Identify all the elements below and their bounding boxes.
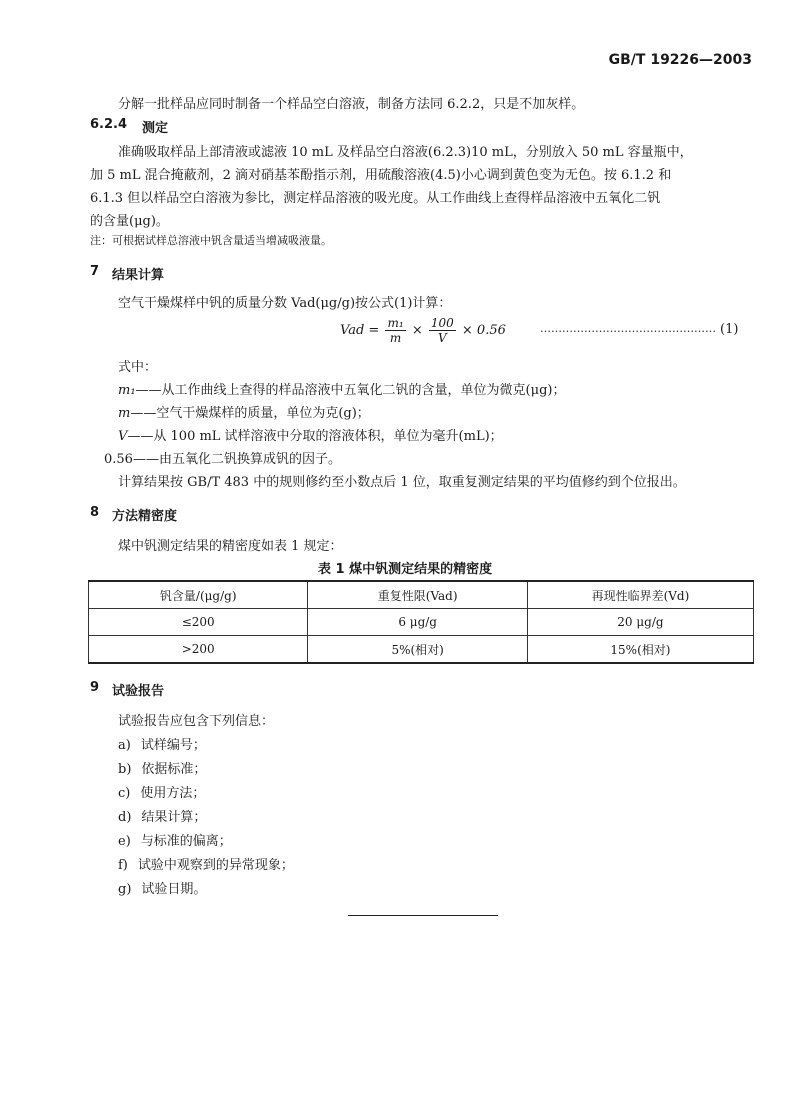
fraction-1-numerator: m₁ — [387, 316, 404, 330]
section-8-title: 方法精密度 — [112, 509, 178, 524]
table-caption: 表 1 煤中钒测定结果的精密度 — [318, 562, 493, 577]
definition-text: 由五氧化二钒换算成钒的因子。 — [158, 452, 341, 467]
definition-symbol: m₁ — [118, 383, 136, 398]
formula-times: × — [411, 323, 423, 338]
table-row — [89, 609, 754, 636]
list-item-label: d) — [118, 810, 132, 825]
list-item — [118, 806, 206, 825]
list-item-label: f) — [118, 858, 128, 873]
list-item — [118, 782, 205, 801]
section-9-title: 试验报告 — [112, 684, 165, 699]
rounding-rule: 计算结果按 GB/T 483 中的规则修约至小数点后 1 位，取重复测定结果的平均值修约到个位报出。 — [118, 475, 686, 490]
table-header-row — [89, 581, 754, 609]
list-item-text: 试验日期。 — [141, 882, 207, 897]
table-header: 钒含量/(μg/g) — [89, 581, 308, 609]
section-7-title: 结果计算 — [112, 268, 165, 283]
list-item-label: c) — [118, 786, 131, 801]
section-7-intro: 空气干燥煤样中钒的质量分数 Vad(μg/g)按公式(1)计算： — [118, 296, 452, 311]
list-item-text: 使用方法； — [140, 786, 206, 801]
list-item — [118, 734, 206, 753]
list-item — [118, 854, 294, 873]
list-item — [118, 878, 206, 897]
definition-symbol: 0.56 — [104, 452, 133, 467]
list-item-text: 试样编号； — [140, 738, 206, 753]
table-cell: >200 — [89, 636, 308, 664]
definition-dash: —— — [127, 429, 154, 444]
table-cell: 5%(相对) — [308, 636, 527, 664]
definition-text: 空气干燥煤样的质量，单位为克(g)； — [156, 406, 370, 421]
definition-row — [118, 402, 370, 421]
definition-symbol: m — [118, 406, 131, 421]
fraction-2-numerator: 100 — [430, 316, 454, 330]
formula-lhs: Vad — [340, 323, 365, 338]
where-label: 式中： — [118, 360, 158, 375]
section-6-2-4-title: 测定 — [142, 121, 169, 136]
list-item-label: a) — [118, 738, 131, 753]
standard-number: GB/T 19226—2003 — [608, 52, 752, 68]
list-item — [118, 830, 232, 849]
definition-text: 从 100 mL 试样溶液中分取的溶液体积，单位为毫升(mL)； — [153, 429, 503, 444]
table-cell: 20 μg/g — [527, 609, 753, 636]
formula-fraction-1 — [385, 316, 405, 345]
table-cell: 15%(相对) — [527, 636, 753, 664]
table-cell: ≤200 — [89, 609, 308, 636]
section-6-2-4-line: 的含量(μg)。 — [90, 214, 169, 229]
formula-eq: = — [368, 323, 380, 338]
section-9-intro: 试验报告应包含下列信息： — [118, 714, 275, 729]
fraction-1-denominator: m — [389, 331, 402, 345]
formula-factor: × 0.56 — [461, 323, 506, 338]
table-header: 重复性限(Vad) — [308, 581, 527, 609]
formula-label: (1) — [720, 322, 739, 337]
section-6-2-4-number: 6.2.4 — [90, 117, 128, 132]
list-item-label: b) — [118, 762, 132, 777]
table-header: 再现性临界差(Vd) — [527, 581, 753, 609]
section-8-number: 8 — [90, 505, 100, 520]
definition-dash: —— — [130, 406, 157, 421]
definition-text: 从工作曲线上查得的样品溶液中五氧化二钒的含量，单位为微克(μg)； — [161, 383, 566, 398]
section-6-2-4-line: 加 5 mL 混合掩蔽剂，2 滴对硝基苯酚指示剂，用硫酸溶液(4.5)小心调到黄色变为无色。按 6.1.2 和 — [90, 168, 672, 183]
section-9-number: 9 — [90, 680, 100, 695]
section-8-intro: 煤中钒测定结果的精密度如表 1 规定： — [118, 539, 343, 554]
section-7-number: 7 — [90, 264, 100, 279]
list-item-text: 结果计算； — [141, 810, 207, 825]
list-item-text: 试验中观察到的异常现象； — [137, 858, 294, 873]
end-rule — [348, 915, 498, 916]
list-item-text: 与标准的偏离； — [140, 834, 232, 849]
definition-row — [104, 448, 341, 467]
section-6-2-4-note: 注：可根据试样总溶液中钒含量适当增减吸液量。 — [90, 234, 332, 247]
definition-row — [118, 379, 565, 398]
list-item — [118, 758, 206, 777]
list-item-text: 依据标准； — [141, 762, 207, 777]
definition-dash: —— — [135, 383, 162, 398]
list-item-label: g) — [118, 882, 132, 897]
list-item-label: e) — [118, 834, 131, 849]
section-6-2-4-line: 准确吸取样品上部清液或滤液 10 mL 及样品空白溶液(6.2.3)10 mL，分别放入 50 mL 容量瓶中， — [118, 145, 693, 160]
definition-row — [118, 425, 503, 444]
precision-table — [88, 580, 754, 664]
section-6-2-4-line: 6.1.3 但以样品空白溶液为参比，测定样品溶液的吸光度。从工作曲线上查得样品溶液中五氧化二钒 — [90, 191, 661, 206]
definition-symbol: V — [118, 429, 128, 444]
table-row — [89, 636, 754, 664]
fraction-2-denominator: V — [437, 331, 447, 345]
formula-dots: ………………………………………… — [540, 322, 716, 335]
formula-1 — [340, 316, 506, 345]
section-6-2-2-tail: 分解一批样品应同时制备一个样品空白溶液，制备方法同 6.2.2，只是不加灰样。 — [118, 97, 585, 112]
table-cell: 6 μg/g — [308, 609, 527, 636]
formula-fraction-2 — [429, 316, 456, 345]
definition-dash: —— — [132, 452, 159, 467]
